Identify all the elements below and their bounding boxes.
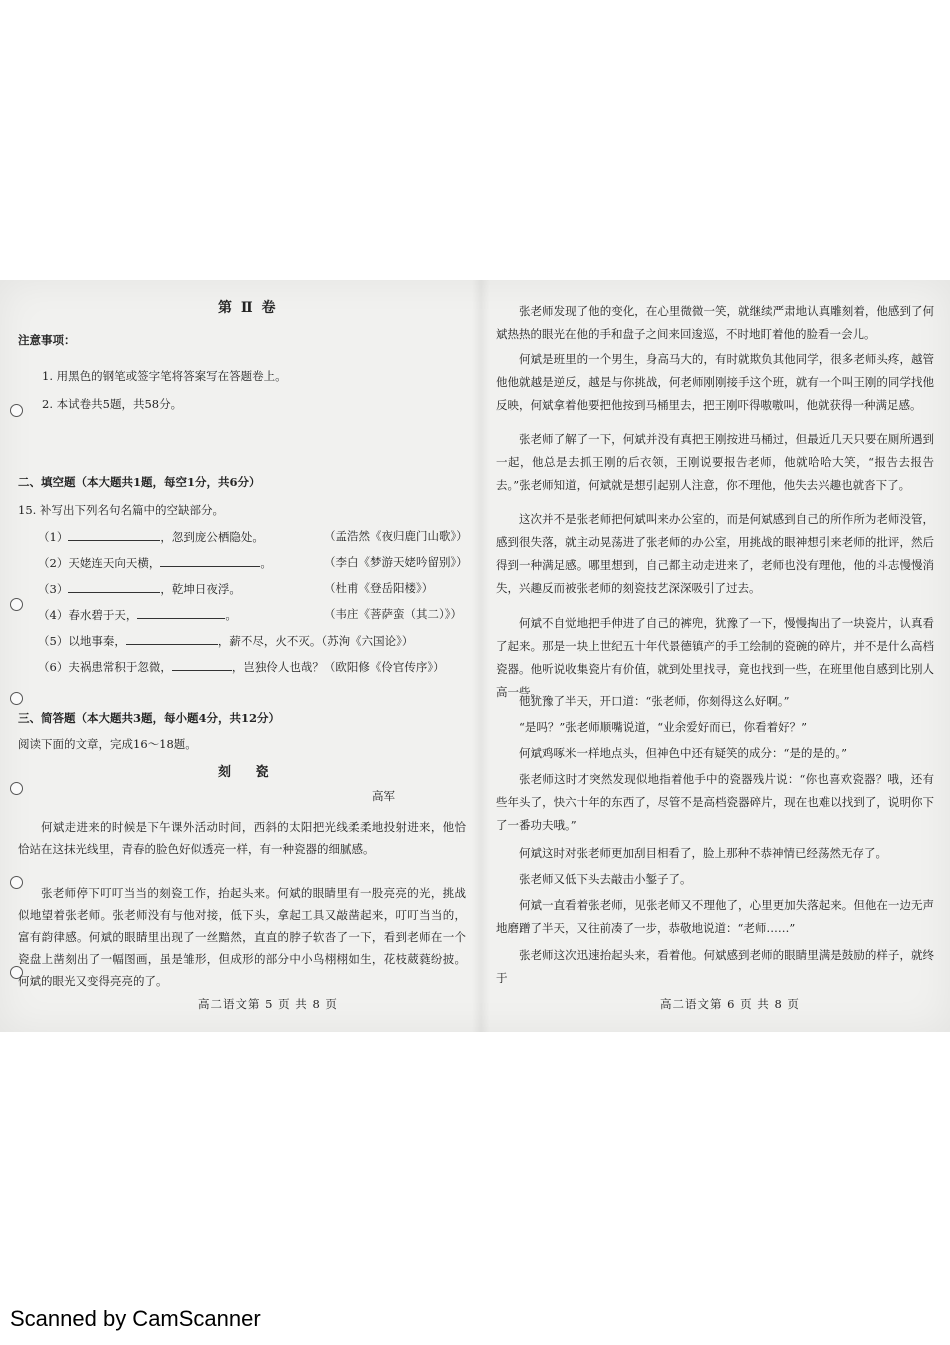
fill-item: （6）夫祸患常积于忽微， ，岂独伶人也哉？（欧阳修《伶官传序》） [38, 660, 445, 674]
story-author: 高军 [372, 789, 395, 803]
story-paragraph: 何斌这时对张老师更加刮目相看了，脸上那种不恭神情已经荡然无存了。 [519, 846, 887, 860]
fill-source: （杜甫《登岳阳楼》） [324, 581, 434, 595]
note-item: 2. 本试卷共5题，共58分。 [42, 397, 183, 411]
answer-blank[interactable] [172, 658, 232, 671]
fill-item: （2）天姥连天向天横， 。 [38, 556, 272, 570]
read-prompt: 阅读下面的文章，完成16～18题。 [18, 737, 197, 751]
page-fold [472, 280, 490, 1032]
story-paragraph: 何斌是班里的一个男生，身高马大的，有时就欺负其他同学，很多老师头疼，越管他他就越是逆反，越是与你挑战，何老师刚刚接手这个班，就有一个叫王刚的同学找他反映，何斌拿着他要把他按到马桶里去，把王刚吓得嗷嗷叫，他就获得一种满足感。 [496, 352, 934, 412]
story-paragraph: 张老师又低下头去敲击小錾子了。 [519, 872, 692, 886]
story-paragraph: 张老师停下叮叮当当的刻瓷工作，抬起头来。何斌的眼睛里有一股亮亮的光，挑战似地望着张老师。张老师没有与他对接，低下头，拿起工具又敲凿起来，叮叮当当的，富有韵律感。何斌的眼睛里出现了一丝黯然，直直的脖子软沓了一下，看到老师在一个瓷盘上凿刻出了一幅图画，虽是雏形，但成形的部分中小鸟栩栩如生，花枝葳蕤纷披。何斌的眼光又变得亮亮的了。 [18, 886, 466, 988]
page-footer: 高二语文第 5 页 共 8 页 [198, 997, 338, 1011]
binder-hole [10, 404, 23, 417]
note-item: 1. 用黑色的钢笔或签字笔将答案写在答题卷上。 [42, 369, 287, 383]
answer-blank[interactable] [126, 632, 218, 645]
story-paragraph: 张老师这次迅速抬起头来，看着他。何斌感到老师的眼睛里满是鼓励的样子，就终于 [496, 948, 934, 985]
fill-source: （李白《梦游天姥吟留别》） [324, 555, 468, 569]
story-paragraph: 何斌不自觉地把手伸进了自己的裤兜，犹豫了一下，慢慢掏出了一块瓷片，认真看了起来。那是一块上世纪五十年代景德镇产的手工绘制的瓷碗的碎片，并不是什么高档瓷器。他听说收集瓷片有价值，就到处里找寻，竟也找到一些，在班里他自感到比别人高一些。 [496, 616, 934, 699]
story-paragraph: 何斌鸡啄米一样地点头，但神色中还有疑笑的成分：“是的是的。” [519, 746, 848, 760]
scanner-watermark: Scanned by CamScanner [10, 1306, 261, 1331]
answer-blank[interactable] [68, 580, 160, 593]
answer-blank[interactable] [68, 528, 160, 541]
story-paragraph: 何斌一直看着张老师，见张老师又不理他了，心里更加失落起来。但他在一边无声地磨蹭了半天，又往前凑了一步，恭敬地说道：“老师……” [496, 898, 934, 935]
fill-item: （4）春水碧于天， 。 [38, 608, 237, 622]
story-paragraph: 张老师发现了他的变化，在心里微微一笑，就继续严肃地认真雕刻着，他感到了何斌热热的眼光在他的手和盘子之间来回逡巡，不时地盯着他的脸看一会儿。 [496, 304, 934, 341]
fill-item: （3） ，乾坤日夜浮。 [38, 582, 241, 596]
volume-title: 第 Ⅱ 卷 [218, 300, 278, 316]
notes-heading: 注意事项： [18, 333, 76, 347]
section2-heading: 二、填空题（本大题共1题，每空1分，共6分） [18, 475, 261, 489]
fill-source: （韦庄《菩萨蛮（其二）》） [324, 607, 462, 621]
story-paragraph: 张老师了解了一下，何斌并没有真把王刚按进马桶过，但最近几天只要在厕所遇到一起，他总是去抓王刚的后衣领，王刚说要报告老师，他就哈哈大笑，“报告去报告去。”张老师知道，何斌就是想引起别人注意，你不理他，他失去兴趣也就沓下了。 [496, 432, 934, 492]
page-footer: 高二语文第 6 页 共 8 页 [660, 997, 800, 1011]
story-paragraph: 何斌走进来的时候是下午课外活动时间，西斜的太阳把光线柔柔地投射进来，他恰恰站在这抹光线里，青春的脸色好似透亮一样，有一种瓷器的细腻感。 [18, 820, 466, 856]
fill-source: （孟浩然《夜归鹿门山歌》） [324, 529, 468, 543]
story-title: 刻 瓷 [218, 765, 279, 780]
story-paragraph: 他犹豫了半天，开口道：“张老师，你刻得这么好啊。” [519, 694, 790, 708]
answer-blank[interactable] [160, 554, 260, 567]
story-paragraph: 这次并不是张老师把何斌叫来办公室的，而是何斌感到自己的所作所为老师没管，感到很失落，就主动晃荡进了张老师的办公室，用挑战的眼神想引来老师的批评，然后得到一种满足感。哪里想到，自己都主动走进来了，老师也没有理他，他的斗志慢慢消失，兴趣反而被张老师的刻瓷技艺深深吸引了过去。 [496, 512, 934, 595]
scanned-sheet [0, 280, 950, 1032]
fill-item: （5）以地事秦， ，薪不尽，火不灭。（苏洵《六国论》） [38, 634, 414, 648]
fill-item: （1） ，忽到庞公栖隐处。 [38, 530, 264, 544]
q15-prompt: 15. 补写出下列名句名篇中的空缺部分。 [18, 503, 224, 517]
story-paragraph: 张老师这时才突然发现似地指着他手中的瓷器残片说：“你也喜欢瓷器？哦，还有些年头了，快六十年的东西了，尽管不是高档瓷器碎片，现在也难以找到了，说明你下了一番功夫哦。” [496, 772, 934, 832]
section3-heading: 三、简答题（本大题共3题，每小题4分，共12分） [18, 711, 281, 725]
binder-hole [10, 598, 23, 611]
story-paragraph: “是吗？”张老师顺嘴说道，“业余爱好而已，你看着好？” [519, 720, 808, 734]
answer-blank[interactable] [137, 606, 225, 619]
binder-hole [10, 782, 23, 795]
binder-hole [10, 692, 23, 705]
